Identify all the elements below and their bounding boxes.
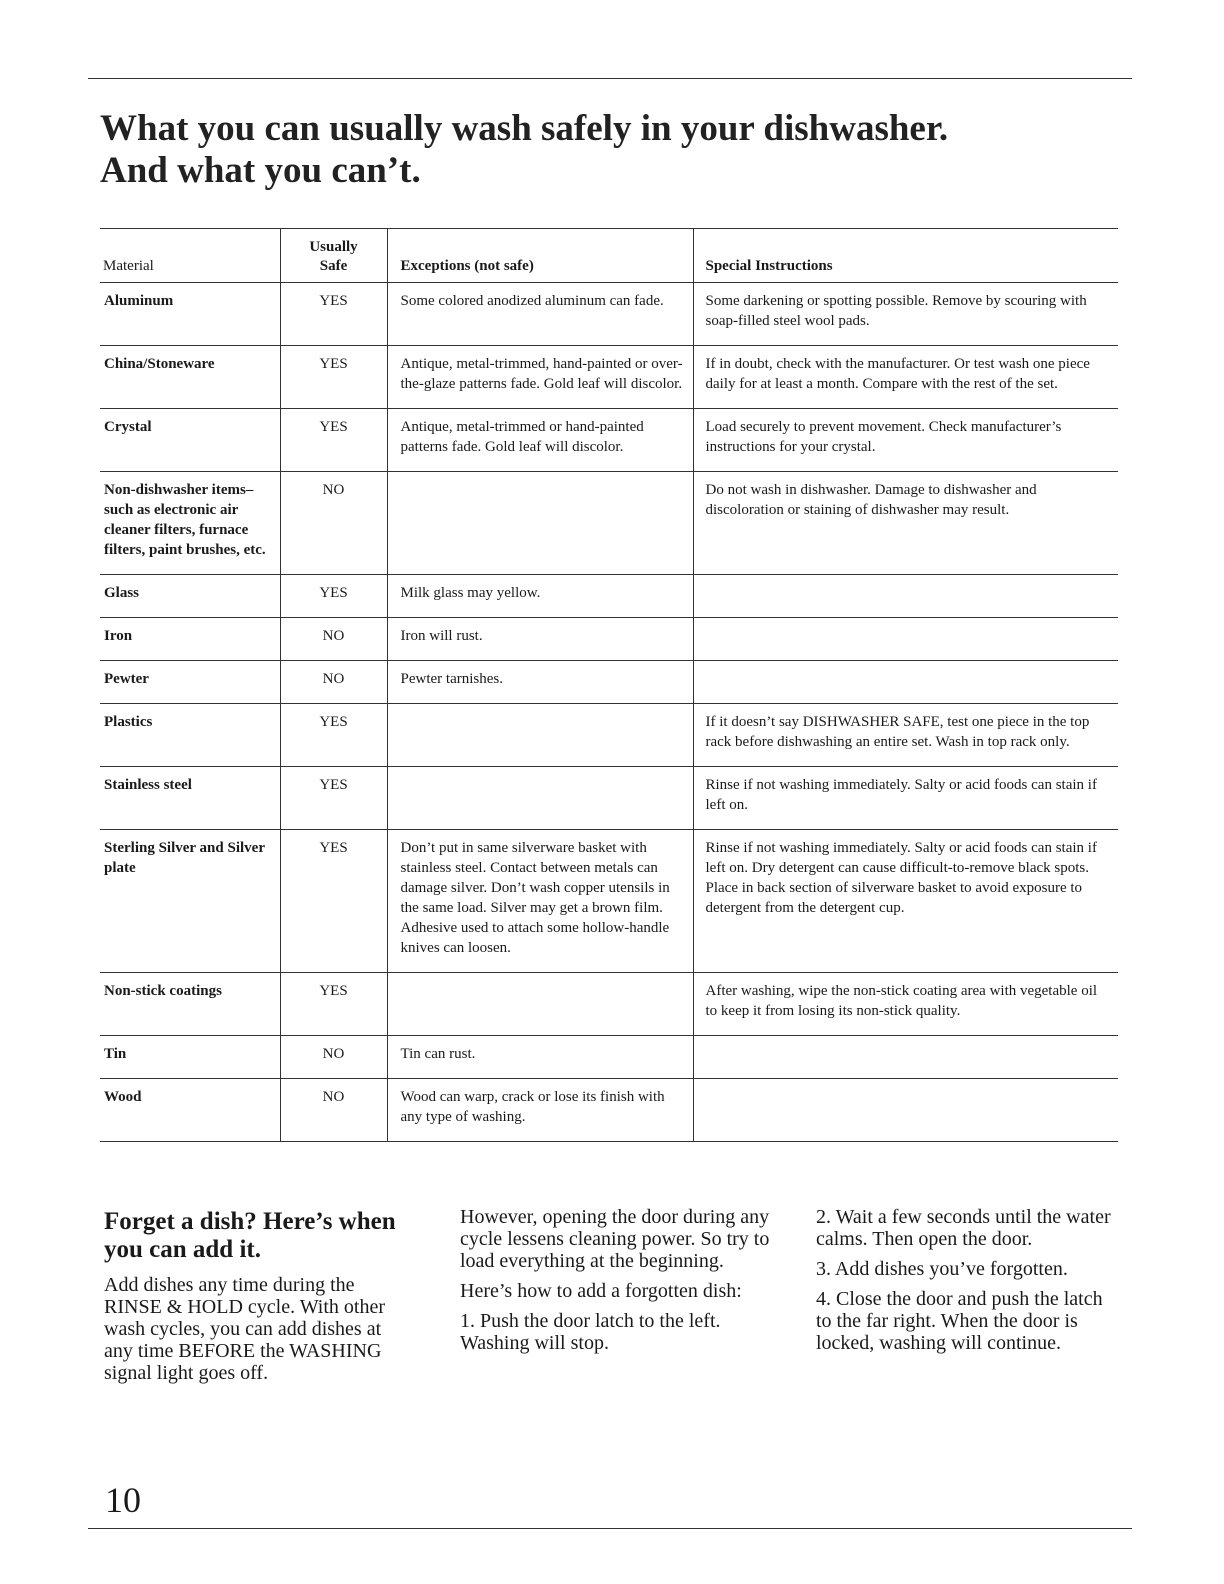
special-instructions-cell: Do not wash in dishwasher. Damage to dishwasher and discoloration or staining of dishwasher may result. (693, 472, 1118, 575)
special-instructions-cell: After washing, wipe the non-stick coating area with vegetable oil to keep it from losing its non-stick quality. (693, 973, 1118, 1036)
page-title-line-2: And what you can’t. (100, 150, 421, 191)
usually-safe-cell: YES (280, 830, 387, 973)
bottom-rule (88, 1528, 1132, 1529)
material-cell: Tin (104, 1046, 127, 1062)
table-row (100, 661, 1118, 704)
material-cell: Glass (104, 585, 140, 601)
exceptions-cell: Don’t put in same silverware basket with stainless steel. Contact between metals can damage silver. Don’t wash copper utensils in the same load. Silver may get a brown film. Adhesive used to attach some hollow-handle knives can loosen. (387, 830, 693, 973)
header-usually-safe (280, 229, 387, 283)
exceptions-cell: Wood can warp, crack or lose its finish with any type of washing. (387, 1079, 693, 1142)
material-cell: Iron (104, 628, 133, 644)
forget-intro: Add dishes any time during the RINSE & HOLD cycle. With other wash cycles, you can add dishes at any time BEFORE the WASHING signal light goes off. (104, 1274, 385, 1384)
exceptions-cell: Antique, metal-trimmed or hand-painted patterns fade. Gold leaf will discolor. (387, 409, 693, 472)
material-cell: Non-dishwasher items–such as electronic air cleaner filters, furnace filters, paint brushes, etc. (104, 482, 266, 558)
exceptions-cell (387, 973, 693, 1036)
material-cell: Plastics (104, 714, 153, 730)
table-row (100, 1079, 1118, 1142)
forget-step-2: 2. Wait a few seconds until the water calms. Then open the door. (816, 1206, 1111, 1250)
table-row (100, 830, 1118, 973)
table-row (100, 704, 1118, 767)
header-usually-safe-line-2: Safe (319, 258, 348, 274)
special-instructions-cell (693, 1036, 1118, 1079)
forget-step-4: 4. Close the door and push the latch to the far right. When the door is locked, washing will continue. (816, 1288, 1103, 1354)
usually-safe-cell: YES (280, 575, 387, 618)
special-instructions-cell (693, 618, 1118, 661)
forget-step-3: 3. Add dishes you’ve forgotten. (816, 1258, 1068, 1280)
table-row (100, 618, 1118, 661)
usually-safe-cell: YES (280, 283, 387, 346)
material-cell: Aluminum (104, 293, 174, 309)
usually-safe-cell: NO (280, 1036, 387, 1079)
table-row (100, 767, 1118, 830)
table-row (100, 575, 1118, 618)
header-special-instructions: Special Instructions (693, 229, 1118, 283)
forget-column-3 (816, 1206, 1116, 1362)
usually-safe-cell: NO (280, 661, 387, 704)
table-header-row (100, 229, 1118, 283)
special-instructions-cell: Rinse if not washing immediately. Salty or acid foods can stain if left on. (693, 767, 1118, 830)
table-row (100, 346, 1118, 409)
material-cell: Stainless steel (104, 777, 192, 793)
material-cell: Wood (104, 1089, 142, 1105)
exceptions-cell (387, 472, 693, 575)
table-row (100, 283, 1118, 346)
top-rule (88, 78, 1132, 79)
header-exceptions: Exceptions (not safe) (387, 229, 693, 283)
forget-column-1 (104, 1206, 404, 1392)
usually-safe-cell: NO (280, 1079, 387, 1142)
special-instructions-cell: If in doubt, check with the manufacturer. Or test wash one piece daily for at least a month. Compare with the rest of the set. (693, 346, 1118, 409)
usually-safe-cell: YES (280, 346, 387, 409)
usually-safe-cell: NO (280, 472, 387, 575)
special-instructions-cell: Some darkening or spotting possible. Remove by scouring with soap-filled steel wool pads. (693, 283, 1118, 346)
header-usually-safe-line-1: Usually (309, 239, 358, 255)
special-instructions-cell: Load securely to prevent movement. Check manufacturer’s instructions for your crystal. (693, 409, 1118, 472)
special-instructions-cell (693, 661, 1118, 704)
exceptions-cell: Antique, metal-trimmed, hand-painted or over-the-glaze patterns fade. Gold leaf will discolor. (387, 346, 693, 409)
table-row (100, 1036, 1118, 1079)
table-row (100, 472, 1118, 575)
material-cell: Non-stick coatings (104, 983, 222, 999)
exceptions-cell: Some colored anodized aluminum can fade. (387, 283, 693, 346)
special-instructions-cell: Rinse if not washing immediately. Salty or acid foods can stain if left on. Dry detergent can cause difficult-to-remove black spots. Place in back section of silverware basket to avoid exposure to detergent from the detergent cup. (693, 830, 1118, 973)
material-cell: Pewter (104, 671, 149, 687)
exceptions-cell (387, 704, 693, 767)
exceptions-cell: Iron will rust. (387, 618, 693, 661)
exceptions-cell: Milk glass may yellow. (387, 575, 693, 618)
special-instructions-cell: If it doesn’t say DISHWASHER SAFE, test one piece in the top rack before dishwashing an entire set. Wash in top rack only. (693, 704, 1118, 767)
usually-safe-cell: YES (280, 973, 387, 1036)
material-cell: Crystal (104, 419, 152, 435)
usually-safe-cell: NO (280, 618, 387, 661)
materials-table (100, 228, 1118, 1142)
header-material: Material (103, 258, 154, 274)
page-title (100, 108, 948, 192)
page-number: 10 (105, 1480, 141, 1520)
material-cell: China/Stoneware (104, 356, 215, 372)
usually-safe-cell: YES (280, 704, 387, 767)
page-title-line-1: What you can usually wash safely in your dishwasher. (100, 108, 949, 149)
usually-safe-cell: YES (280, 409, 387, 472)
special-instructions-cell (693, 1079, 1118, 1142)
usually-safe-cell: YES (280, 767, 387, 830)
forget-step-1: 1. Push the door latch to the left. Washing will stop. (460, 1310, 721, 1354)
special-instructions-cell (693, 575, 1118, 618)
exceptions-cell (387, 767, 693, 830)
forget-however: However, opening the door during any cycle lessens cleaning power. So try to load everything at the beginning. (460, 1206, 770, 1272)
exceptions-cell: Tin can rust. (387, 1036, 693, 1079)
exceptions-cell: Pewter tarnishes. (387, 661, 693, 704)
forget-heading: Forget a dish? Here’s when you can add it. (104, 1208, 396, 1263)
forget-column-2 (460, 1206, 780, 1362)
material-cell: Sterling Silver and Silver plate (104, 840, 265, 876)
forget-how-to: Here’s how to add a forgotten dish: (460, 1280, 742, 1302)
table-row (100, 973, 1118, 1036)
table-row (100, 409, 1118, 472)
